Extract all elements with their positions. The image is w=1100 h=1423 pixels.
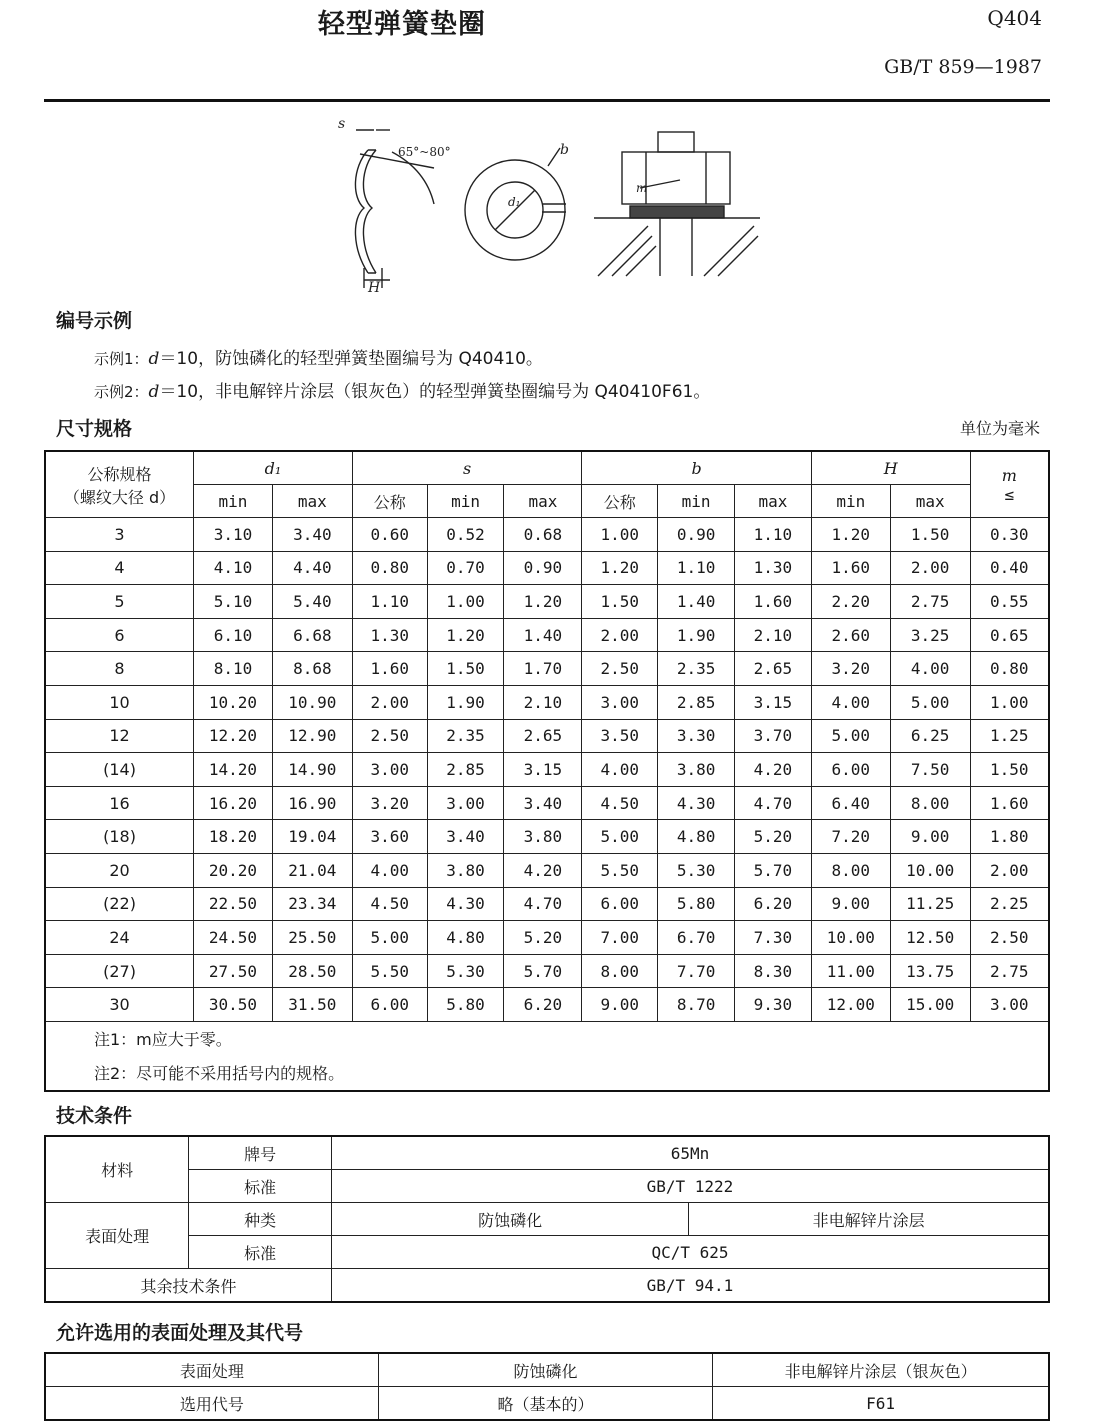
table-cell: 0.90	[504, 551, 582, 585]
table-cell: 0.65	[970, 618, 1049, 652]
b-header: b	[582, 451, 812, 485]
table-cell: 2.00	[970, 853, 1049, 887]
table-cell: 10.20	[194, 685, 273, 719]
table-cell: 6.00	[582, 887, 658, 921]
table-cell: 3.20	[352, 786, 427, 820]
table-cell: 5.40	[272, 585, 352, 619]
table-cell: 2.60	[811, 618, 890, 652]
technical-heading: 技术条件	[56, 1105, 133, 1127]
table-cell: 20	[45, 853, 194, 887]
table-row	[45, 618, 1049, 652]
kind-value-2: 非电解锌片涂层	[689, 1203, 1049, 1236]
table-cell: 4.00	[890, 652, 970, 686]
table-cell: 2.65	[735, 652, 812, 686]
options-code-2: F61	[713, 1387, 1049, 1421]
label-H: H	[368, 280, 381, 294]
options-heading: 允许选用的表面处理及其代号	[56, 1322, 304, 1344]
table-cell: 9.00	[811, 887, 890, 921]
table-cell: 1.00	[582, 518, 658, 552]
example-1	[94, 344, 543, 369]
table-cell: (27)	[45, 954, 194, 988]
table-cell: 8.68	[272, 652, 352, 686]
dimensions-heading: 尺寸规格	[56, 418, 133, 440]
table-cell: 8.10	[194, 652, 273, 686]
table-cell: 3.20	[811, 652, 890, 686]
table-cell: 1.00	[970, 685, 1049, 719]
material-standard-value: GB/T 1222	[331, 1170, 1049, 1203]
example-1-var: d	[148, 349, 160, 369]
table-cell: 4.20	[735, 753, 812, 787]
table-cell: 3.15	[504, 753, 582, 787]
table-row	[45, 518, 1049, 552]
table-cell: 5.00	[352, 921, 427, 955]
table-cell: (22)	[45, 887, 194, 921]
table-row	[45, 719, 1049, 753]
table-cell: 4.50	[582, 786, 658, 820]
table-cell: 1.60	[352, 652, 427, 686]
standard-number: GB/T 859—1987	[884, 56, 1042, 78]
H-max-header: max	[890, 485, 970, 518]
table-cell: 5.10	[194, 585, 273, 619]
label-m: m	[636, 181, 648, 195]
table-cell: 7.00	[582, 921, 658, 955]
table-cell: 12.50	[890, 921, 970, 955]
table-cell: 2.85	[427, 753, 504, 787]
table-row	[45, 551, 1049, 585]
table-cell: 4.40	[272, 551, 352, 585]
table-cell: 2.10	[504, 685, 582, 719]
table-row	[45, 988, 1049, 1022]
table-cell: 10.00	[811, 921, 890, 955]
spec-header: 公称规格 （螺纹大径 d）	[45, 451, 194, 518]
page-title: 轻型弹簧垫圈	[318, 9, 486, 40]
table-cell: 5	[45, 585, 194, 619]
table-cell: 25.50	[272, 921, 352, 955]
grade-value: 65Mn	[331, 1136, 1049, 1170]
d1-max-header: max	[272, 485, 352, 518]
example-2-text: ＝10，非电解锌片涂层（银灰色）的轻型弹簧垫圈编号为 Q40410F61。	[159, 382, 711, 402]
table-cell: 6.20	[504, 988, 582, 1022]
table-cell: 6.70	[658, 921, 735, 955]
table-cell: 3.40	[504, 786, 582, 820]
table-cell: 3.00	[582, 685, 658, 719]
table-cell: 2.00	[890, 551, 970, 585]
material-standard-label: 标准	[189, 1170, 332, 1203]
table-cell: 13.75	[890, 954, 970, 988]
note-2: 注2：尽可能不采用括号内的规格。	[45, 1056, 1049, 1091]
table-cell: 3.80	[427, 853, 504, 887]
table-cell: 4	[45, 551, 194, 585]
label-b: b	[560, 142, 569, 158]
table-cell: 5.70	[504, 954, 582, 988]
table-cell: 3.80	[658, 753, 735, 787]
table-row	[45, 585, 1049, 619]
table-cell: 5.00	[582, 820, 658, 854]
table-cell: 23.34	[272, 887, 352, 921]
table-cell: 6.25	[890, 719, 970, 753]
table-cell: 6.68	[272, 618, 352, 652]
table-cell: 1.20	[582, 551, 658, 585]
example-1-text: ＝10，防蚀磷化的轻型弹簧垫圈编号为 Q40410。	[159, 349, 543, 369]
header-rule	[44, 99, 1050, 102]
table-cell: 1.80	[970, 820, 1049, 854]
table-cell: 3	[45, 518, 194, 552]
table-cell: 1.50	[427, 652, 504, 686]
kind-value-1: 防蚀磷化	[331, 1203, 688, 1236]
technical-table	[44, 1135, 1050, 1303]
table-cell: 11.25	[890, 887, 970, 921]
note-1: 注1：m应大于零。	[45, 1021, 1049, 1056]
options-surface-label: 表面处理	[45, 1353, 378, 1387]
table-cell: 3.00	[970, 988, 1049, 1022]
table-cell: 22.50	[194, 887, 273, 921]
table-row	[45, 786, 1049, 820]
table-cell: 3.50	[582, 719, 658, 753]
unit-note: 单位为毫米	[959, 419, 1040, 438]
table-cell: 19.04	[272, 820, 352, 854]
table-cell: 8.30	[735, 954, 812, 988]
table-cell: 2.20	[811, 585, 890, 619]
table-cell: 5.80	[427, 988, 504, 1022]
table-cell: 2.50	[970, 921, 1049, 955]
table-row	[45, 954, 1049, 988]
table-cell: 0.52	[427, 518, 504, 552]
table-cell: 2.85	[658, 685, 735, 719]
table-cell: 4.00	[352, 853, 427, 887]
table-cell: 2.25	[970, 887, 1049, 921]
table-cell: 3.40	[427, 820, 504, 854]
table-cell: 4.80	[427, 921, 504, 955]
table-cell: 2.35	[658, 652, 735, 686]
table-cell: 3.30	[658, 719, 735, 753]
table-cell: 6.20	[735, 887, 812, 921]
table-cell: 7.70	[658, 954, 735, 988]
table-cell: 15.00	[890, 988, 970, 1022]
table-cell: 12.90	[272, 719, 352, 753]
table-cell: 5.00	[811, 719, 890, 753]
table-cell: 4.00	[811, 685, 890, 719]
table-cell: 1.30	[352, 618, 427, 652]
table-cell: 5.30	[427, 954, 504, 988]
other-label: 其余技术条件	[45, 1269, 331, 1303]
table-cell: 4.70	[504, 887, 582, 921]
table-cell: 5.50	[352, 954, 427, 988]
table-cell: 8.00	[811, 853, 890, 887]
table-cell: 2.35	[427, 719, 504, 753]
table-row	[45, 652, 1049, 686]
washer-drawing	[330, 108, 780, 294]
H-min-header: min	[811, 485, 890, 518]
table-cell: 2.00	[582, 618, 658, 652]
table-cell: 28.50	[272, 954, 352, 988]
options-table	[44, 1352, 1050, 1421]
table-cell: 14.90	[272, 753, 352, 787]
grade-label: 牌号	[189, 1136, 332, 1170]
table-cell: 30	[45, 988, 194, 1022]
table-cell: 24.50	[194, 921, 273, 955]
table-cell: 4.30	[658, 786, 735, 820]
label-d1: d₁	[508, 195, 521, 209]
kind-label: 种类	[189, 1203, 332, 1236]
table-cell: 21.04	[272, 853, 352, 887]
table-cell: 31.50	[272, 988, 352, 1022]
table-cell: 1.90	[658, 618, 735, 652]
example-2-label: 示例2：	[94, 383, 149, 401]
table-cell: 1.50	[890, 518, 970, 552]
table-cell: 2.00	[352, 685, 427, 719]
table-cell: 1.90	[427, 685, 504, 719]
s-min-header: min	[427, 485, 504, 518]
table-cell: 9.00	[890, 820, 970, 854]
table-cell: 3.80	[504, 820, 582, 854]
table-cell: 30.50	[194, 988, 273, 1022]
table-cell: 3.25	[890, 618, 970, 652]
table-row	[45, 753, 1049, 787]
table-cell: 12.20	[194, 719, 273, 753]
b-min-header: min	[658, 485, 735, 518]
table-cell: 1.40	[504, 618, 582, 652]
table-cell: 5.70	[735, 853, 812, 887]
dimensions-body	[45, 518, 1049, 1022]
table-cell: 20.20	[194, 853, 273, 887]
surface-standard-label: 标准	[189, 1236, 332, 1269]
table-cell: 7.20	[811, 820, 890, 854]
other-value: GB/T 94.1	[331, 1269, 1049, 1303]
table-cell: 0.60	[352, 518, 427, 552]
table-cell: 10.00	[890, 853, 970, 887]
s-max-header: max	[504, 485, 582, 518]
washer-assembled	[630, 206, 724, 218]
table-cell: 4.10	[194, 551, 273, 585]
s-header: s	[352, 451, 582, 485]
table-cell: 7.30	[735, 921, 812, 955]
table-cell: 1.20	[811, 518, 890, 552]
example-2	[94, 377, 710, 402]
table-cell: 1.50	[970, 753, 1049, 787]
table-cell: 6.00	[811, 753, 890, 787]
table-cell: 4.70	[735, 786, 812, 820]
surface-standard-value: QC/T 625	[331, 1236, 1049, 1269]
table-cell: 0.68	[504, 518, 582, 552]
table-cell: 8	[45, 652, 194, 686]
table-cell: 6	[45, 618, 194, 652]
table-cell: 7.50	[890, 753, 970, 787]
table-cell: 9.30	[735, 988, 812, 1022]
table-cell: 1.60	[811, 551, 890, 585]
table-cell: 3.70	[735, 719, 812, 753]
table-cell: 3.40	[272, 518, 352, 552]
table-cell: 27.50	[194, 954, 273, 988]
table-cell: 0.90	[658, 518, 735, 552]
table-cell: 4.30	[427, 887, 504, 921]
table-cell: 0.70	[427, 551, 504, 585]
table-cell: 5.30	[658, 853, 735, 887]
table-cell: 4.50	[352, 887, 427, 921]
washer-side-view	[355, 150, 376, 273]
table-cell: 1.20	[427, 618, 504, 652]
dimensions-table	[44, 450, 1050, 1092]
options-code-1: 略（基本的）	[378, 1387, 712, 1421]
table-cell: 5.00	[890, 685, 970, 719]
table-cell: 0.55	[970, 585, 1049, 619]
table-cell: 3.00	[352, 753, 427, 787]
document-code: Q404	[987, 6, 1042, 30]
table-cell: 3.15	[735, 685, 812, 719]
table-cell: 8.70	[658, 988, 735, 1022]
table-cell: 6.10	[194, 618, 273, 652]
options-surface-2: 非电解锌片涂层（银灰色）	[713, 1353, 1049, 1387]
table-cell: 2.50	[582, 652, 658, 686]
table-cell: 1.25	[970, 719, 1049, 753]
table-cell: 1.20	[504, 585, 582, 619]
table-row	[45, 685, 1049, 719]
table-row	[45, 820, 1049, 854]
example-1-label: 示例1：	[94, 350, 149, 368]
table-cell: 1.60	[735, 585, 812, 619]
label-s: s	[338, 116, 346, 132]
table-cell: 0.40	[970, 551, 1049, 585]
example-2-var: d	[148, 382, 160, 402]
table-cell: 4.20	[504, 853, 582, 887]
table-cell: 3.10	[194, 518, 273, 552]
label-angle: 65°~80°	[398, 145, 451, 159]
table-cell: 11.00	[811, 954, 890, 988]
marking-heading: 编号示例	[56, 310, 133, 332]
table-cell: 2.65	[504, 719, 582, 753]
table-cell: 3.60	[352, 820, 427, 854]
table-cell: 16.90	[272, 786, 352, 820]
table-cell: 1.30	[735, 551, 812, 585]
table-cell: 10	[45, 685, 194, 719]
table-cell: 1.70	[504, 652, 582, 686]
table-cell: 2.75	[890, 585, 970, 619]
table-cell: 2.50	[352, 719, 427, 753]
table-cell: 16	[45, 786, 194, 820]
table-cell: 0.80	[352, 551, 427, 585]
table-cell: 6.40	[811, 786, 890, 820]
table-cell: 8.00	[582, 954, 658, 988]
table-cell: 5.80	[658, 887, 735, 921]
table-cell: 10.90	[272, 685, 352, 719]
table-row	[45, 853, 1049, 887]
table-cell: (18)	[45, 820, 194, 854]
m-header: m ≤	[970, 451, 1049, 518]
material-label: 材料	[45, 1136, 189, 1203]
table-cell: 8.00	[890, 786, 970, 820]
table-cell: 1.00	[427, 585, 504, 619]
table-cell: 1.10	[658, 551, 735, 585]
table-row	[45, 921, 1049, 955]
s-nom-header: 公称	[352, 485, 427, 518]
table-cell: (14)	[45, 753, 194, 787]
table-cell: 2.10	[735, 618, 812, 652]
table-cell: 0.30	[970, 518, 1049, 552]
table-cell: 12	[45, 719, 194, 753]
table-cell: 6.00	[352, 988, 427, 1022]
table-cell: 2.75	[970, 954, 1049, 988]
table-cell: 24	[45, 921, 194, 955]
table-cell: 16.20	[194, 786, 273, 820]
options-code-label: 选用代号	[45, 1387, 378, 1421]
table-cell: 4.00	[582, 753, 658, 787]
table-cell: 18.20	[194, 820, 273, 854]
options-surface-1: 防蚀磷化	[378, 1353, 712, 1387]
table-cell: 1.10	[735, 518, 812, 552]
b-max-header: max	[735, 485, 812, 518]
b-nom-header: 公称	[582, 485, 658, 518]
table-cell: 12.00	[811, 988, 890, 1022]
table-cell: 3.00	[427, 786, 504, 820]
surface-label: 表面处理	[45, 1203, 189, 1269]
H-header: H	[811, 451, 970, 485]
table-cell: 1.50	[582, 585, 658, 619]
table-row	[45, 887, 1049, 921]
table-cell: 14.20	[194, 753, 273, 787]
table-cell: 1.10	[352, 585, 427, 619]
table-cell: 5.20	[504, 921, 582, 955]
d1-min-header: min	[194, 485, 273, 518]
table-cell: 4.80	[658, 820, 735, 854]
table-cell: 1.40	[658, 585, 735, 619]
table-cell: 0.80	[970, 652, 1049, 686]
d1-header: d₁	[194, 451, 353, 485]
table-cell: 9.00	[582, 988, 658, 1022]
table-cell: 1.60	[970, 786, 1049, 820]
table-cell: 5.20	[735, 820, 812, 854]
table-cell: 5.50	[582, 853, 658, 887]
